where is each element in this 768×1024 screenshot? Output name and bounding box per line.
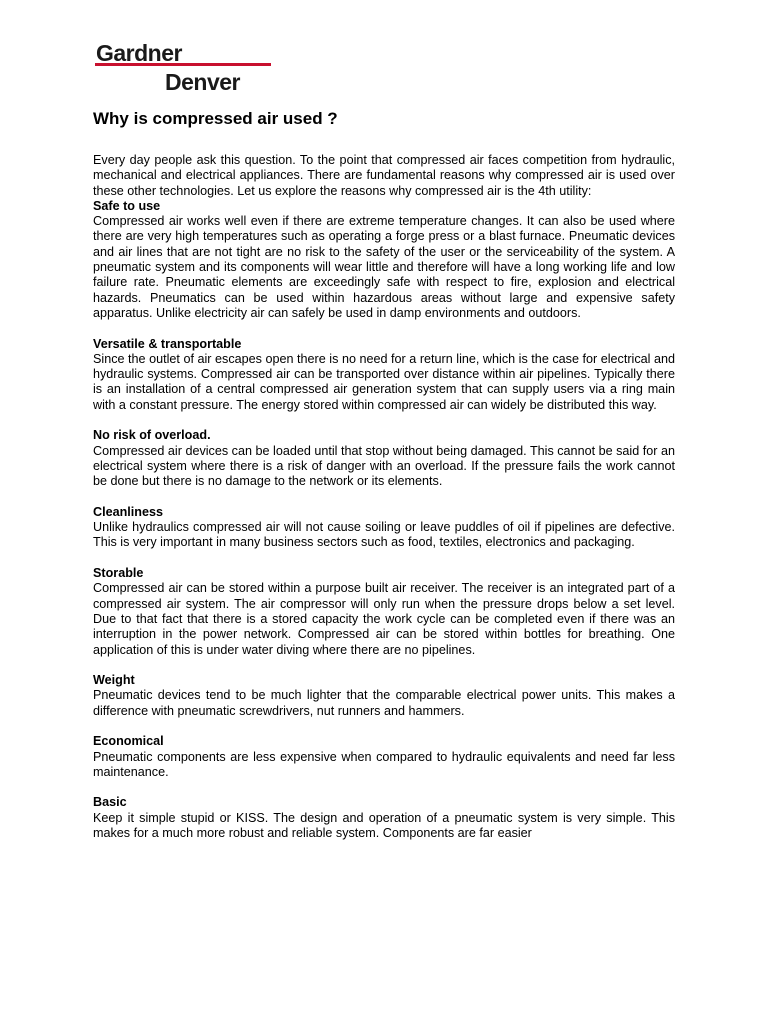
document-body — [93, 153, 675, 857]
logo-line2: Denver — [165, 69, 240, 95]
section-heading: Economical — [93, 734, 164, 749]
logo-graphic — [95, 43, 271, 95]
section-heading: No risk of overload. — [93, 428, 211, 443]
section-heading: Basic — [93, 795, 127, 810]
section-basic — [93, 795, 675, 841]
section-weight — [93, 673, 675, 719]
section-text: Unlike hydraulics compressed air will not cause soiling or leave puddles of oil if pipelines are defective. This is very important in many business sectors such as food, textiles, electronics and packaging. — [93, 520, 675, 550]
section-heading: Safe to use — [93, 198, 161, 213]
section-versatile-transportable — [93, 337, 675, 413]
section-economical — [93, 734, 675, 780]
gardner-denver-logo — [95, 43, 271, 95]
section-text: Compressed air devices can be loaded until that stop without being damaged. This cannot be said for an electrical system where there is a risk of danger with an overload. If the pressure fails the work cannot be done but there is no damage to the network or its elements. — [93, 443, 675, 489]
section-heading: Storable — [93, 566, 144, 581]
section-cleanliness — [93, 505, 675, 551]
section-safe-to-use — [93, 199, 675, 321]
logo-line1: Gardner — [96, 43, 182, 66]
section-heading: Weight — [93, 673, 135, 688]
section-heading: Versatile & transportable — [93, 336, 242, 351]
section-text: Pneumatic components are less expensive when compared to hydraulic equivalents and need far less maintenance. — [93, 749, 675, 779]
section-no-risk-of-overload — [93, 428, 675, 489]
section-text: Keep it simple stupid or KISS. The design and operation of a pneumatic system is very simple. This makes for a much more robust and reliable system. Components are far easier — [93, 810, 675, 841]
intro-paragraph: Every day people ask this question. To the point that compressed air faces competition from hydraulic, mechanical and electrical appliances. There are fundamental reasons why compressed air is used over these other technologies. Let us explore the reasons why compressed air is the 4th utility: — [93, 153, 675, 198]
document-title: Why is compressed air used ? — [93, 109, 338, 128]
section-heading: Cleanliness — [93, 504, 163, 519]
section-text: Compressed air works well even if there are extreme temperature changes. It can also be used where there are very high temperatures such as operating a forge press or a blast furnace. Pneumatic devices and air lines that are not tight are no risk to the safety of the user or the serviceability of the system. A pneumatic system and its components will wear little and therefore will have a long working life and low failure rate. Pneumatic elements are exceedingly safe with respect to fire, explosion and electrical hazards. Pneumatics can be used within hazardous areas without large and expensive safety apparatus. Unlike electricity air can safely be used in damp environments and outdoors. — [93, 214, 675, 320]
section-text: Compressed air can be stored within a purpose built air receiver. The receiver is an integrated part of a compressed air system. The air compressor will only run when the pressure drops below a set level. Due to that fact that there is a stored capacity the work cycle can be completed even if there was an interruption in the power network. Compressed air can be stored within bottles for breathing. One application of this is under water diving where there are no pipelines. — [93, 581, 675, 657]
section-text: Pneumatic devices tend to be much lighter that the comparable electrical power units. This makes a difference with pneumatic screwdrivers, nut runners and hammers. — [93, 688, 675, 718]
section-storable — [93, 566, 675, 658]
section-text: Since the outlet of air escapes open there is no need for a return line, which is the case for electrical and hydraulic systems. Compressed air can be transported over distance within air pipelines. Typically there is an installation of a central compressed air generation system that can supply users via a ring main with a constant pressure. The energy stored within compressed air can widely be distributed this way. — [93, 351, 675, 412]
